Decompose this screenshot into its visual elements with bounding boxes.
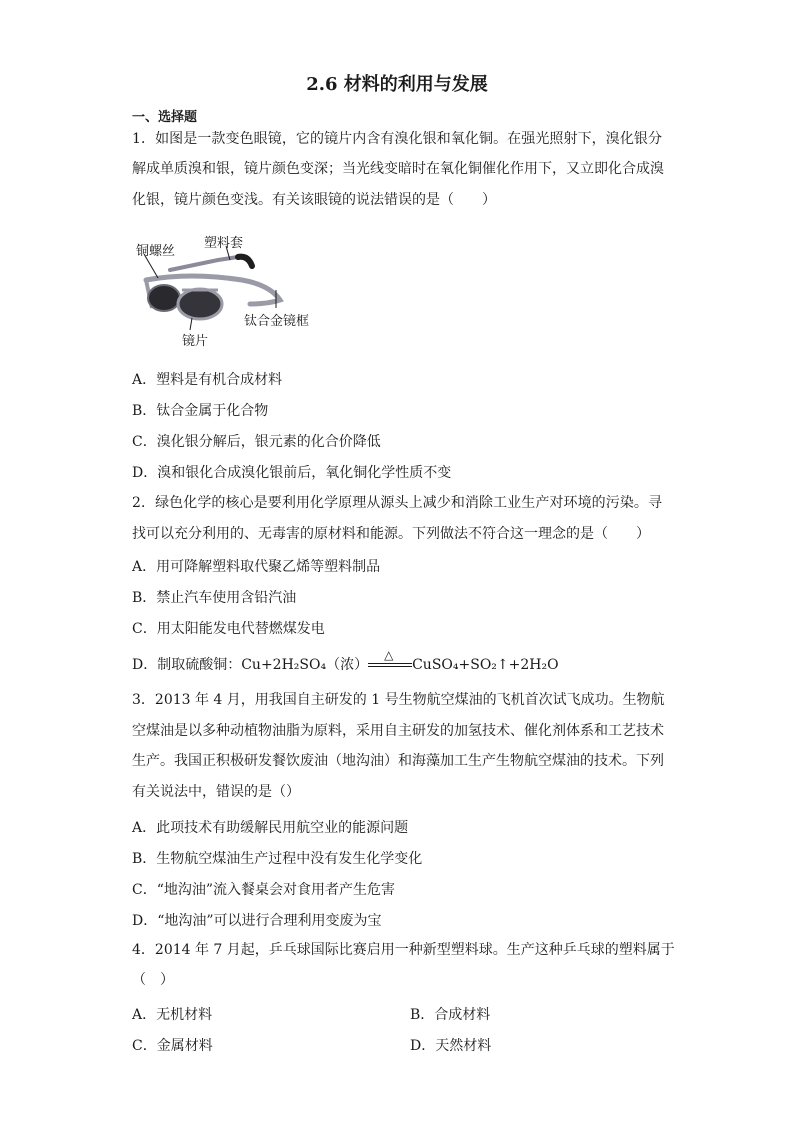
q2-option-a: A．用可降解塑料取代聚乙烯等塑料制品 [132,559,381,575]
q4-option-a: A．无机材料 [132,1007,213,1023]
section-heading: 一、选择题 [132,110,198,125]
q2-option-d-reactants: D．制取硫酸铜：Cu+2H₂SO₄（浓） [132,657,369,673]
q1-option-c: C．溴化银分解后，银元素的化合价降低 [132,434,381,450]
q2-option-d-products: CuSO₄+SO₂↑+2H₂O [412,657,559,673]
q4-option-b: B．合成材料 [410,1007,491,1023]
q3-option-d: D．“地沟油”可以进行合理利用变废为宝 [132,913,382,929]
q1-stem-line-3: 化银，镜片颜色变浅。有关该眼镜的说法错误的是（ ） [132,192,496,208]
q1-option-a: A．塑料是有机合成材料 [132,372,283,388]
q2-stem-line-2: 找可以充分利用的、无毒害的原材料和能源。下列做法不符合这一理念的是（ ） [132,526,650,542]
q1-stem-line-1: 1．如图是一款变色眼镜，它的镜片内含有溴化银和氧化铜。在强光照射下，溴化银分 [132,131,662,147]
q2-option-c: C．用太阳能发电代替燃煤发电 [132,621,325,637]
q2-stem-line-1: 2．绿色化学的核心是要利用化学原理从源头上减少和消除工业生产对环境的污染。寻 [132,495,662,511]
q4-stem-line-1: 4．2014 年 7 月起，乒乓球国际比赛启用一种新型塑料球。生产这种乒乓球的塑料属于 [132,942,675,958]
page-title: 2.6 材料的利用与发展 [306,74,488,95]
sunglasses-figure [130,230,330,350]
label-copper-screw: 铜螺丝 [136,244,176,259]
label-lens: 镜片 [182,334,209,349]
q1-option-d: D．溴和银化合成溴化银前后，氧化铜化学性质不变 [132,465,452,481]
q4-option-c: C．金属材料 [132,1038,213,1054]
q1-option-b: B．钛合金属于化合物 [132,403,269,419]
q4-option-d: D．天然材料 [410,1038,492,1054]
q3-stem-line-1: 3．2013 年 4 月，用我国自主研发的 1 号生物航空煤油的飞机首次试飞成功。生物航 [132,692,665,708]
q2-option-d [132,648,559,674]
q1-stem-line-2: 解成单质溴和银，镜片颜色变深；当光线变暗时在氧化铜催化作用下，又立即化合成溴 [132,161,664,177]
q3-stem-line-3: 生产。我国正积极研发餐饮废油（地沟油）和海藻加工生产生物航空煤油的技术。下列 [132,753,664,769]
q3-option-c: C．“地沟油”流入餐桌会对食用者产生危害 [132,882,396,898]
reaction-equals-sign [368,648,412,672]
q4-stem-line-2: （ ） [132,972,174,988]
label-titanium-frame: 钛合金镜框 [244,314,310,329]
q3-option-b: B．生物航空煤油生产过程中没有发生化学变化 [132,851,423,867]
label-plastic-sleeve: 塑料套 [204,236,244,251]
q3-stem-line-4: 有关说法中，错误的是（） [132,784,300,800]
q3-option-a: A．此项技术有助缓解民用航空业的能源问题 [132,820,409,836]
heating-condition: △ [384,648,394,662]
q2-option-b: B．禁止汽车使用含铅汽油 [132,590,297,606]
q3-stem-line-2: 空煤油是以多种动植物油脂为原料，采用自主研发的加氢技术、催化剂体系和工艺技术 [132,723,664,739]
